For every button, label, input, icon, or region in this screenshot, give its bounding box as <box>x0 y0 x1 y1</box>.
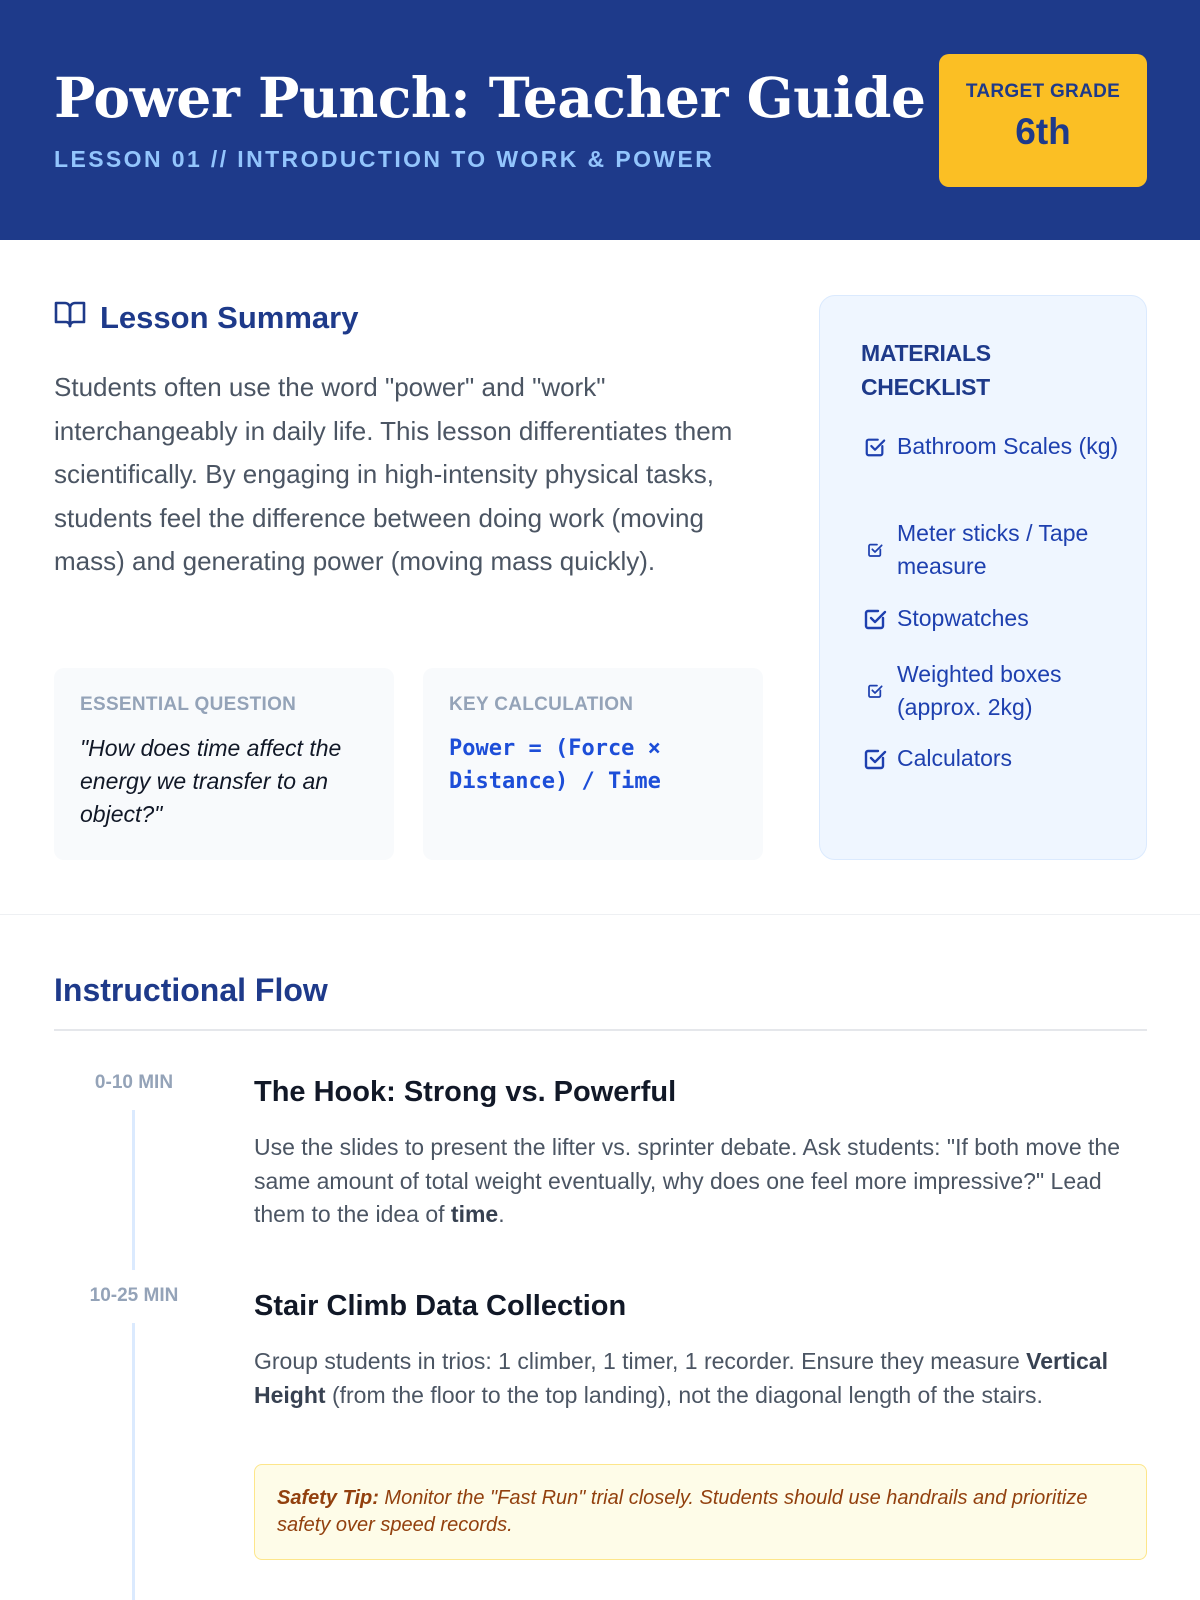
heading-rule <box>54 1029 1147 1031</box>
step-description: Group students in trios: 1 climber, 1 timer, 1 recorder. Ensure they measure Vertical Height (from the floor to the top landing), not the diagonal length of the stairs. <box>254 1348 1108 1408</box>
section-divider <box>0 914 1200 915</box>
key-calculation-formula: Power = (Force × Distance) / Time <box>449 736 661 794</box>
materials-item <box>861 742 1131 775</box>
essential-question-label: ESSENTIAL QUESTION <box>80 694 297 715</box>
step-description: Use the slides to present the lifter vs. sprinter debate. Ask students: "If both move the same amount of total weight eventually, why does one feel more impressive?" Lead them to the idea of time. <box>254 1134 1121 1227</box>
lesson-summary-title: Lesson Summary <box>100 300 359 335</box>
key-calculation-card <box>423 668 763 860</box>
step-title: Stair Climb Data Collection <box>254 1290 627 1322</box>
timeline-line <box>132 1323 135 1600</box>
key-calculation-label: KEY CALCULATION <box>449 694 634 715</box>
materials-item-label: Calculators <box>897 745 1013 771</box>
materials-checklist-title: MATERIALS CHECKLIST <box>861 340 991 400</box>
lesson-summary-text: Students often use the word "power" and "work" interchangeably in daily life. This lesson differentiates them scientifically. By engaging in high-intensity physical tasks, students feel the difference between doing work (moving mass) and generating power (moving mass quickly). <box>54 372 733 576</box>
instructional-flow-heading: Instructional Flow <box>54 972 328 1008</box>
lesson-summary-heading <box>54 296 358 340</box>
target-grade-badge <box>939 54 1147 187</box>
checkbox-icon <box>861 542 889 558</box>
safety-tip-text: Monitor the "Fast Run" trial closely. Students should use handrails and prioritize safety over speed records. <box>277 1487 1088 1536</box>
materials-item <box>861 430 1131 463</box>
materials-item-label: Weighted boxes (approx. 2kg) <box>897 661 1062 720</box>
step-time-label: 0-10 MIN <box>94 1072 174 1093</box>
essential-question-card <box>54 668 394 860</box>
essential-question-text: "How does time affect the energy we transfer to an object?" <box>80 735 342 827</box>
lesson-subtitle: LESSON 01 // INTRODUCTION TO WORK & POWER <box>54 146 715 172</box>
checkbox-icon <box>861 683 889 699</box>
step-title: The Hook: Strong vs. Powerful <box>254 1076 677 1108</box>
checkbox-icon <box>861 436 889 458</box>
safety-tip-label: Safety Tip: <box>277 1487 379 1509</box>
materials-item-label: Meter sticks / Tape measure <box>897 520 1089 579</box>
grade-label: TARGET GRADE <box>965 81 1121 102</box>
safety-tip-callout <box>254 1464 1147 1560</box>
materials-item <box>861 658 1131 724</box>
materials-checklist-panel <box>819 295 1147 860</box>
header-banner <box>0 0 1200 240</box>
emphasis-text: Vertical Height <box>254 1348 1108 1408</box>
materials-item-label: Bathroom Scales (kg) <box>897 433 1119 459</box>
step-time-label: 10-25 MIN <box>89 1285 179 1306</box>
checkbox-icon <box>861 607 889 631</box>
page-title: Power Punch: Teacher Guide <box>54 65 926 130</box>
materials-item <box>861 517 1131 583</box>
materials-item-label: Stopwatches <box>897 605 1029 631</box>
grade-value: 6th <box>1015 111 1071 152</box>
materials-item <box>861 602 1131 635</box>
open-book-icon <box>54 299 86 337</box>
timeline-line <box>132 1110 135 1270</box>
checkbox-icon <box>861 747 889 771</box>
emphasis-text: time <box>450 1201 499 1227</box>
